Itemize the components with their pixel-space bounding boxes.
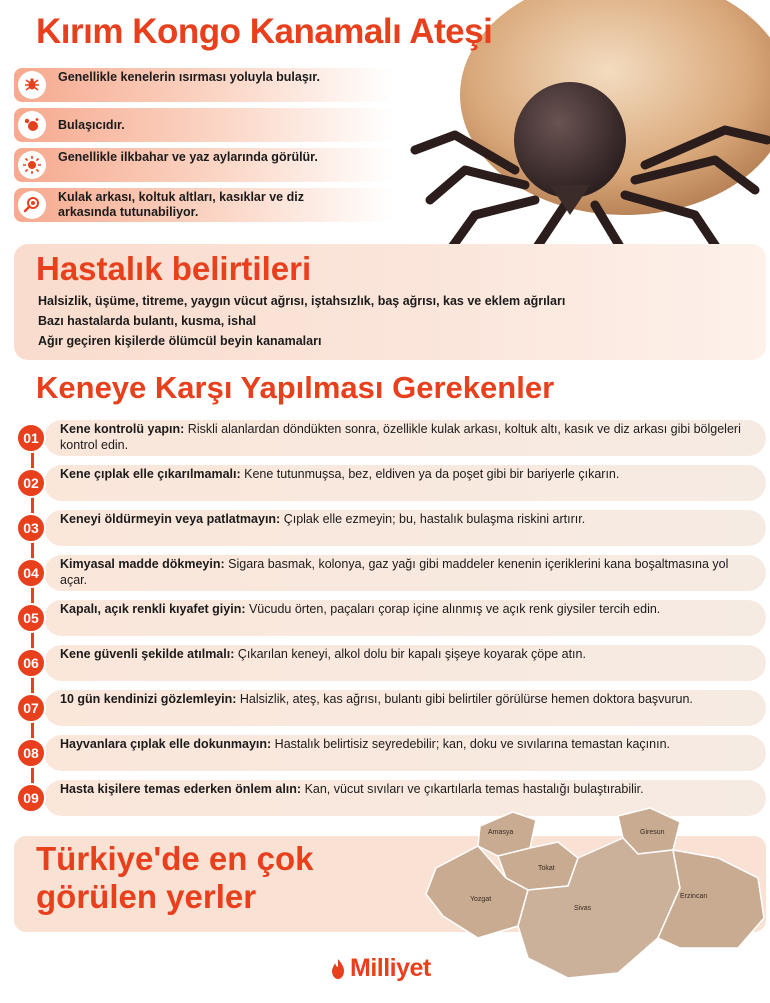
fact-item <box>14 148 394 182</box>
measure-description: Kan, vücut sıvıları ve çıkartılarla temas hastalığı bulaştırabilir. <box>301 782 644 796</box>
symptoms-panel <box>14 244 766 360</box>
measure-description: Halsizlik, ateş, kas ağrısı, bulantı gibi belirtiler görülürse hemen doktora başvurun. <box>236 692 693 706</box>
measure-text <box>60 601 750 617</box>
measure-item <box>14 553 766 593</box>
measure-title: Hayvanlara çıplak elle dokunmayın: <box>60 737 272 751</box>
fact-text: Genellikle kenelerin ısırması yoluyla bulaşır. <box>58 70 320 84</box>
measure-description: Kene tutunmuşsa, bez, eldiven ya da poşet gibi bir bariyerle çıkarın. <box>240 467 620 481</box>
measure-number-badge: 05 <box>16 603 46 633</box>
tick-icon <box>18 71 46 99</box>
measure-item <box>14 733 766 773</box>
measure-description: Hastalık belirtisiz seyredebilir; kan, doku ve sıvılarına temastan kaçının. <box>271 737 670 751</box>
measure-description: Riskli alanlardan döndükten sonra, özellikle kulak arkası, koltuk altı, kasık ve diz arkası gibi bölgeleri kontrol edin. <box>60 422 741 452</box>
measure-item <box>14 598 766 638</box>
measure-title: Kene güvenli şekilde atılmalı: <box>60 647 235 661</box>
measure-description: Çıkarılan keneyi, alkol dolu bir kapalı şişeye koyarak çöpe atın. <box>234 647 586 661</box>
milliyet-logo <box>330 954 431 983</box>
measure-number-badge: 08 <box>16 738 46 768</box>
measure-description: Vücudu örten, paçaları çorap içine alınmış ve açık renk giysiler tercih edin. <box>245 602 661 616</box>
map-heading-line: Türkiye'de en çok <box>36 840 314 877</box>
province-label: Tokat <box>538 865 555 872</box>
measure-text <box>60 736 750 752</box>
measure-title: Kene kontrolü yapın: <box>60 422 185 436</box>
measure-number-badge: 03 <box>16 513 46 543</box>
measure-text <box>60 466 750 482</box>
magnifier-icon <box>18 191 46 219</box>
region-map <box>418 798 770 988</box>
measure-title: Kapalı, açık renkli kıyafet giyin: <box>60 602 246 616</box>
symptom-line: Ağır geçiren kişilerde ölümcül beyin kanamaları <box>38 334 322 348</box>
measure-number-badge: 02 <box>16 468 46 498</box>
measure-number-badge: 09 <box>16 783 46 813</box>
measure-title: Hasta kişilere temas ederken önlem alın: <box>60 782 302 796</box>
province-label: Amasya <box>488 829 514 836</box>
symptoms-heading: Hastalık belirtileri <box>36 250 312 287</box>
symptom-line: Halsizlik, üşüme, titreme, yaygın vücut ağrısı, iştahsızlık, baş ağrısı, kas ve eklem ağrıları <box>38 294 566 308</box>
measure-item <box>14 418 766 458</box>
measure-number-badge: 04 <box>16 558 46 588</box>
fact-item <box>14 188 394 222</box>
measure-item <box>14 508 766 548</box>
measure-description: Çıplak elle ezmeyin; bu, hastalık bulaşma riskini artırır. <box>280 512 586 526</box>
fact-text: Bulaşıcıdır. <box>58 118 125 132</box>
measure-text <box>60 511 750 527</box>
measure-number-badge: 07 <box>16 693 46 723</box>
virus-icon <box>18 111 46 139</box>
province-label: Erzincan <box>680 893 708 900</box>
measure-title: 10 gün kendinizi gözlemleyin: <box>60 692 237 706</box>
symptom-line: Bazı hastalarda bulantı, kusma, ishal <box>38 314 257 328</box>
measure-text <box>60 691 750 707</box>
measure-title: Kene çıplak elle çıkarılmamalı: <box>60 467 241 481</box>
page-title: Kırım Kongo Kanamalı Ateşi <box>36 12 493 51</box>
flame-icon <box>330 958 346 980</box>
map-heading-line: görülen yerler <box>36 878 257 915</box>
province-label: Sivas <box>574 905 592 912</box>
fact-text: Genellikle ilkbahar ve yaz aylarında görülür. <box>58 150 318 164</box>
province-label: Giresun <box>640 829 665 836</box>
logo-text: Milliyet <box>350 954 431 982</box>
measure-item <box>14 688 766 728</box>
measure-item <box>14 643 766 683</box>
fact-text: Kulak arkası, koltuk altları, kasıklar ve diz arkasında tutunabiliyor. <box>58 190 304 219</box>
fact-item <box>14 108 394 142</box>
measure-text <box>60 646 750 662</box>
map-heading <box>36 840 313 916</box>
province-label: Yozgat <box>470 896 492 903</box>
measure-number-badge: 01 <box>16 423 46 453</box>
sun-icon <box>18 151 46 179</box>
measure-description: Sigara basmak, kolonya, gaz yağı gibi maddeler kenenin içeriklerini kana boşaltmasına yol açar. <box>60 557 729 587</box>
measure-item <box>14 463 766 503</box>
measure-text <box>60 781 750 797</box>
measure-text <box>60 556 750 588</box>
measure-number-badge: 06 <box>16 648 46 678</box>
fact-item <box>14 68 394 102</box>
measure-title: Kimyasal madde dökmeyin: <box>60 557 225 571</box>
measure-text <box>60 421 750 453</box>
measures-heading: Keneye Karşı Yapılması Gerekenler <box>36 370 555 405</box>
measure-title: Keneyi öldürmeyin veya patlatmayın: <box>60 512 281 526</box>
